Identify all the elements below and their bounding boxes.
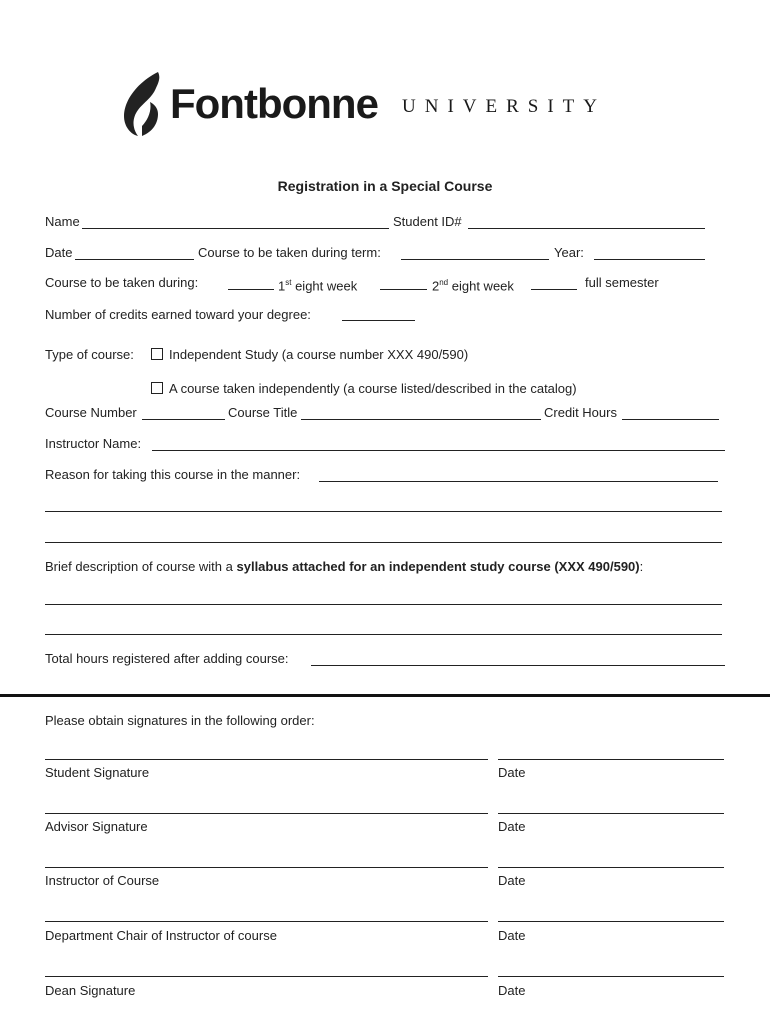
- student-id-label: Student ID#: [393, 214, 462, 229]
- term-field[interactable]: [401, 259, 549, 260]
- signatures-intro: Please obtain signatures in the following order:: [45, 713, 315, 728]
- second-eight-label: 2nd eight week: [432, 278, 514, 294]
- chair-date-field[interactable]: [498, 921, 724, 922]
- course-number-label: Course Number: [45, 405, 137, 420]
- name-label: Name: [45, 214, 80, 229]
- dean-date-label: Date: [498, 983, 526, 998]
- student-signature-label: Student Signature: [45, 765, 150, 780]
- name-field[interactable]: [82, 228, 389, 229]
- type-option-catalog-course[interactable]: A course taken independently (a course listed/described in the catalog): [151, 381, 577, 397]
- credits-label: Number of credits earned toward your degree:: [45, 307, 311, 322]
- course-title-label: Course Title: [228, 405, 298, 420]
- instructor-signature-label: Instructor of Course: [45, 873, 160, 888]
- independent-study-checkbox[interactable]: [151, 348, 163, 360]
- logo-brand: Fontbonne: [170, 80, 378, 127]
- second-eight-field[interactable]: [380, 289, 427, 290]
- description-field-2[interactable]: [45, 634, 722, 635]
- date-label: Date: [45, 245, 73, 260]
- credit-hours-label: Credit Hours: [544, 405, 617, 420]
- dean-date-field[interactable]: [498, 976, 724, 977]
- full-semester-field[interactable]: [531, 289, 577, 290]
- chair-signature-label: Department Chair of Instructor of course: [45, 928, 277, 943]
- reason-field-2[interactable]: [45, 511, 722, 512]
- section-divider: [0, 694, 770, 697]
- university-logo: [118, 70, 658, 140]
- catalog-course-checkbox[interactable]: [151, 382, 163, 394]
- year-label: Year:: [554, 245, 584, 260]
- advisor-signature-field[interactable]: [45, 813, 488, 814]
- description-field-1[interactable]: [45, 604, 722, 605]
- chair-signature-field[interactable]: [45, 921, 488, 922]
- reason-field-3[interactable]: [45, 542, 722, 543]
- credit-hours-field[interactable]: [622, 419, 719, 420]
- description-label: Brief description of course with a syllabus attached for an independent study course (XXX 490/590):: [45, 559, 644, 574]
- advisor-signature-label: Advisor Signature: [45, 819, 148, 834]
- student-date-label: Date: [498, 765, 526, 780]
- instructor-signature-field[interactable]: [45, 867, 488, 868]
- course-title-field[interactable]: [301, 419, 541, 420]
- dean-signature-field[interactable]: [45, 976, 488, 977]
- instructor-label: Instructor Name:: [45, 436, 142, 451]
- reason-label: Reason for taking this course in the manner:: [45, 467, 301, 482]
- instructor-field[interactable]: [152, 450, 725, 451]
- total-hours-field[interactable]: [311, 665, 725, 666]
- full-semester-label: full semester: [585, 275, 659, 290]
- instructor-date-label: Date: [498, 873, 526, 888]
- during-label: Course to be taken during:: [45, 275, 199, 290]
- instructor-date-field[interactable]: [498, 867, 724, 868]
- reason-field-1[interactable]: [319, 481, 718, 482]
- type-label: Type of course:: [45, 347, 134, 362]
- logo-suffix: UNIVERSITY: [402, 96, 606, 117]
- chair-date-label: Date: [498, 928, 526, 943]
- dean-signature-label: Dean Signature: [45, 983, 136, 998]
- credits-field[interactable]: [342, 320, 415, 321]
- course-number-field[interactable]: [142, 419, 225, 420]
- year-field[interactable]: [594, 259, 705, 260]
- total-hours-label: Total hours registered after adding course:: [45, 651, 289, 666]
- student-id-field[interactable]: [468, 228, 705, 229]
- student-signature-field[interactable]: [45, 759, 488, 760]
- flame-icon: [118, 70, 166, 138]
- form-title: Registration in a Special Course: [277, 178, 493, 194]
- term-label: Course to be taken during term:: [198, 245, 381, 260]
- date-field[interactable]: [75, 259, 194, 260]
- advisor-date-label: Date: [498, 819, 526, 834]
- type-option-independent-study[interactable]: Independent Study (a course number XXX 490/590): [151, 347, 468, 363]
- first-eight-label: 1st eight week: [278, 278, 358, 294]
- student-date-field[interactable]: [498, 759, 724, 760]
- advisor-date-field[interactable]: [498, 813, 724, 814]
- first-eight-field[interactable]: [228, 289, 274, 290]
